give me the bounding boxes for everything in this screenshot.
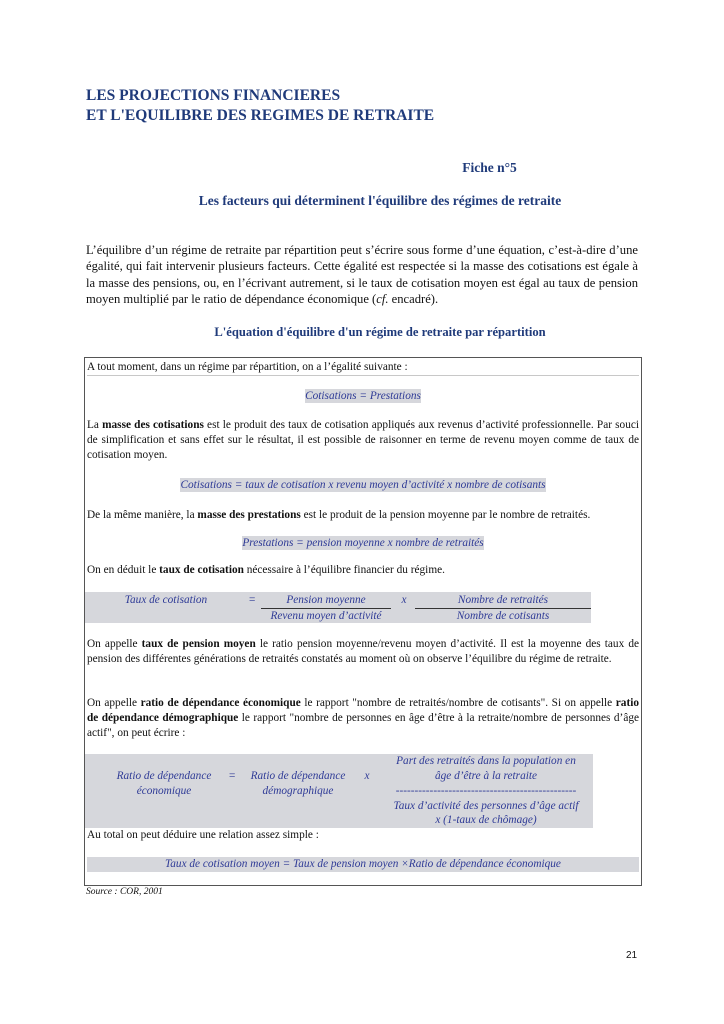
fraction1-denominator: Revenu moyen d’activité — [270, 610, 382, 622]
bold-term: ratio de dépendance démographique — [87, 697, 639, 724]
intro-text: L’équilibre d’un régime de retraite par répartition peut s’écrire sous forme d’une équation, c’est-à-dire d’une égalité, qui fait intervenir plusieurs facteurs. Cette égalité est respectée si la masse des cotisations est égale à la masse des pensions, ou, en l’écrivant autrement, si le taux de cotisation moyen est égal au taux de pension moyen multiplié par le ratio de dépendance économique ( — [86, 243, 638, 306]
box-intro-line: A tout moment, dans un régime par répartition, on a l’égalité suivante : — [87, 360, 639, 376]
cf-abbreviation: cf. — [376, 291, 389, 306]
times-sign: x — [364, 770, 370, 782]
text: le rapport "nombre de retraités/nombre de cotisants". Si on appelle — [300, 697, 616, 709]
formula2-lhs-line2: économique — [136, 785, 192, 797]
title-line-1: LES PROJECTIONS FINANCIERES — [86, 87, 341, 104]
bold-term: masse des cotisations — [102, 419, 204, 431]
text: le rapport "nombre de personnes en âge d’être à la retraite/nombre de personnes d’âge actif", on peut écrire : — [87, 712, 639, 739]
final-equation: Taux de cotisation moyen = Taux de pension moyen ×Ratio de dépendance économique — [87, 857, 639, 872]
total-line: Au total on peut déduire une relation assez simple : — [87, 829, 319, 841]
formula2-fraction-bar: ------------------------------------------------ — [395, 785, 577, 797]
equation-text: Cotisations = Prestations — [305, 390, 421, 402]
text: est le produit de la pension moyenne par le nombre de retraités. — [300, 509, 591, 521]
formula2-lhs-line1: Ratio de dépendance — [116, 770, 212, 782]
title-line-2: ET L'EQUILIBRE DES REGIMES DE RETRAITE — [86, 107, 435, 124]
text: On appelle — [87, 697, 141, 709]
equation-cotisations-prestations — [87, 389, 639, 404]
paragraph-masse-cotisations — [87, 418, 639, 463]
section-subtitle: Les facteurs qui déterminent l'équilibre des régimes de retraite — [198, 193, 562, 208]
paragraph-ratio-dependance — [87, 696, 639, 741]
formula2-mid-line1: Ratio de dépendance — [250, 770, 346, 782]
formula-lhs: Taux de cotisation — [124, 594, 208, 606]
document-title — [86, 86, 434, 126]
fraction2-denominator: Nombre de cotisants — [456, 610, 550, 622]
times-sign: x — [401, 594, 407, 606]
text: le ratio pension moyenne/revenu moyen d’activité. Il est la moyenne des taux de pension des différentes générations de retraités constatés au moment où on observe l’équilibre du régime de retraite. — [87, 638, 639, 665]
formula-ratio-dependance — [85, 754, 593, 828]
formula-taux-cotisation — [85, 592, 591, 623]
bold-term: masse des prestations — [197, 509, 301, 521]
bold-term: ratio de dépendance économique — [140, 697, 301, 709]
bold-term: taux de pension moyen — [141, 638, 256, 650]
page-number: 21 — [626, 950, 638, 961]
text: La — [87, 419, 103, 431]
paragraph-taux-cotisation — [87, 563, 639, 578]
equation-prestations — [87, 536, 639, 551]
source-note: Source : COR, 2001 — [86, 887, 163, 897]
text: est le produit des taux de cotisation appliqués aux revenus d’activité professionnelle. Par souci de simplification et sans effet sur le résultat, il est possible de raisonner en terme de revenu moyen comme de taux de cotisation moyen. — [87, 419, 640, 461]
paragraph-taux-pension — [87, 637, 639, 667]
text: On appelle — [87, 638, 142, 650]
equals-sign: = — [248, 594, 256, 606]
bold-term: taux de cotisation — [159, 564, 244, 576]
fraction2-numerator: Nombre de retraités — [415, 593, 591, 609]
text: On en déduit le — [87, 564, 160, 576]
formula2-mid-line2: démographique — [262, 785, 334, 797]
formula2-denominator-line1: Taux d’activité des personnes d’âge actif — [393, 800, 579, 812]
box-heading: L'équation d'équilibre d'un régime de retraite par répartition — [214, 325, 546, 339]
text: nécessaire à l’équilibre financier du régime. — [243, 564, 445, 576]
equation-box — [84, 357, 642, 886]
equation-text: Cotisations = taux de cotisation x revenu moyen d’activité x nombre de cotisants — [180, 479, 546, 491]
equation-text: Prestations = pension moyenne x nombre de retraités — [242, 537, 484, 549]
equals-sign: = — [228, 770, 236, 782]
formula2-numerator-line1: Part des retraités dans la population en — [396, 755, 576, 767]
fraction1-numerator: Pension moyenne — [261, 593, 391, 609]
formula2-numerator-line2: âge d’être à la retraite — [434, 770, 538, 782]
intro-paragraph — [86, 242, 638, 307]
intro-text-end: encadré). — [388, 291, 439, 306]
equation-cotisations — [87, 478, 639, 493]
paragraph-masse-prestations — [87, 508, 639, 523]
fiche-number: Fiche n°5 — [462, 160, 517, 175]
formula2-denominator-line2: x (1-taux de chômage) — [435, 814, 537, 826]
text: De la même manière, la — [87, 509, 198, 521]
